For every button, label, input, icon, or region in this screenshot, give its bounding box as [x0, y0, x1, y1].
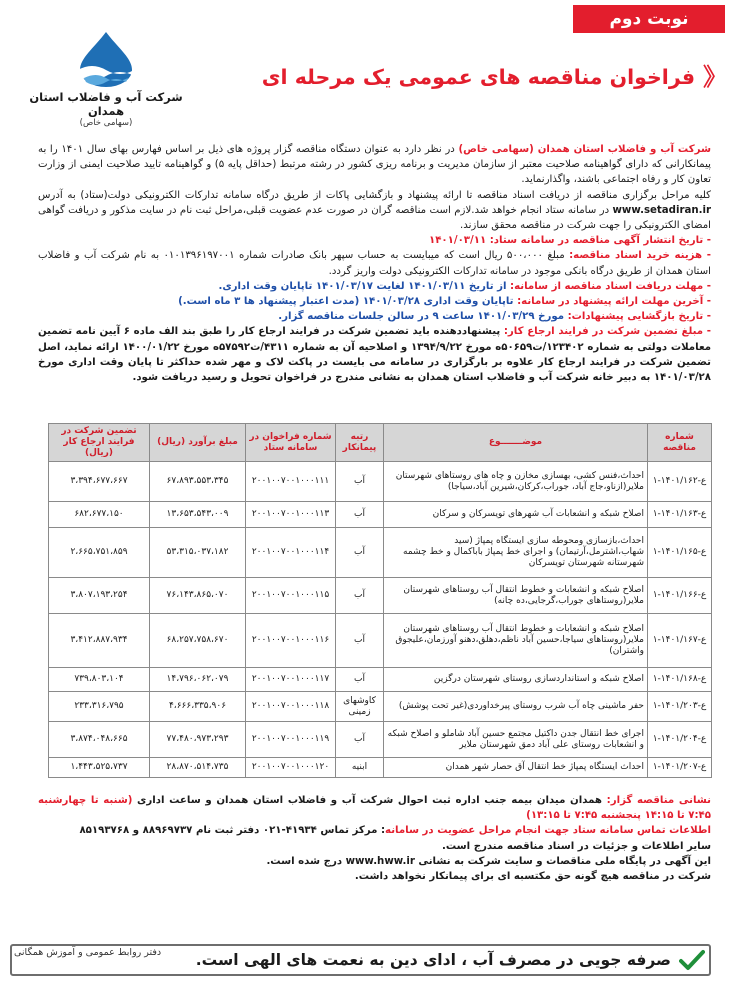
document-fee: [38, 248, 711, 278]
setad-url-link[interactable]: www.setadiran.ir: [612, 204, 711, 216]
double-chevron-icon: 《: [703, 63, 727, 91]
tender-number: ع-۱۴۰۱/۱۶۷-۱: [648, 614, 712, 668]
guarantee: ۲۳۳،۳۱۶،۷۹۵: [49, 692, 150, 722]
subject: احداث،فنس کشی، بهسازی مخازن و چاه های روستاهای شهرستان ملایر(ازناو،جاج آباد، جوراب،کرکان،شیرین آباد،سیاجا): [384, 462, 648, 502]
setad-contact-text: : مرکز تماس ۴۱۹۳۴-۰۲۱ دفتر ثبت نام ۸۸۹۶۹۷۳۷ و ۸۵۱۹۳۷۶۸: [79, 825, 386, 837]
intro-text: در نظر دارد به عنوان دستگاه مناقصه گزار پروژه های ذیل بر اساس فهارس بهای سال ۱۴۰۱ را به پیمانکارانی که دارای گواهینامه صلاحیت معتبر از سازمان مدیریت و برنامه ریزی کشور در رشته مرتبط (حداقل پایه ۵) و گواهینامه تایید صلاحیت ایمنی از وزارت تعاون کار و رفاه اجتماعی باشند، واگذارنماید.: [38, 144, 711, 186]
col-contractor-rank: رتبه پیمانکار: [336, 424, 384, 462]
guarantee: ۳،۴۱۲،۸۸۷،۹۳۴: [49, 614, 150, 668]
company-name: شرکت آب و فاضلاب استان همدان: [29, 90, 183, 118]
website-text-b: درج شده است.: [266, 855, 346, 867]
contractor-rank: آب: [336, 668, 384, 692]
table-row: [49, 692, 712, 722]
fee-text: مبلغ ۵۰۰،۰۰۰ ریال است که میبایست به حساب سپهر بانک صادرات شماره ۰۱۰۱۳۹۶۱۹۷۰۰۱ به نام شرکت آب و فاضلاب استان همدان از طریق درگاه بانکی موجود در سامانه تدارکات الکترونیکی دولت واریز گردد.: [38, 250, 711, 277]
guarantee-text: پیشنهاددهنده باید تضمین شرکت در فرایند ارجاع کار را طبق بند الف ماده ۶ آیین نامه تضمین معاملات دولتی به شماره ۱۲۳۴۰۲/ت۵۰۶۵۹ه مورخ ۱۳۹۴/۹/۲۲ و اصلاحیه آن به شماره ۴۳۱۱/ت۵۷۵۹۲ه مورخ ۱۴۰۰/۰۱/۲۲ ارائه نماید، اصل تضمین شرکت در فرایند ارجاع کار علاوه بر بارگزاری در سامانه می بایست در پاکت لاک و مهر شده حداکثر تا پایان وقت اداری مورخ ۱۴۰۱/۰۳/۲۸ به دبیر خانه شرکت آب و فاضلاب استان همدان به نشانی مندرج در فراخوان تحویل و رسید دریافت شود.: [38, 326, 712, 384]
tender-number: ع-۱۴۰۱/۲۰۴-۱: [648, 722, 712, 758]
contractor-rank: آب: [336, 502, 384, 528]
contractor-rank: آب: [336, 462, 384, 502]
water-drop-wave-icon: [66, 30, 146, 88]
department-name: دفتر روابط عمومی و آموزش همگانی: [14, 947, 162, 958]
col-estimate: مبلغ برآورد (ریال): [150, 424, 246, 462]
subject: اصلاح شبکه و انشعابات و خطوط انتقال آب روستاهای شهرستان ملایر(روستاهای جوراب،گرجایی،ده چانه): [384, 578, 648, 614]
company-type: (سهامی خاص): [79, 118, 133, 128]
setad-number: ۲۰۰۱۰۰۷۰۰۱۰۰۰۱۱۷: [246, 668, 336, 692]
no-rights-line: شرکت در مناقصه هیچ گونه حق مکتسبه ای برای پیمانکار نخواهد داشت.: [354, 871, 711, 883]
intro-paragraph: [38, 142, 711, 188]
check-mark-icon: [679, 949, 705, 971]
estimate: ۴،۶۶۶،۳۳۵،۹۰۶: [150, 692, 246, 722]
slogan-text: صرفه جویی در مصرف آب ، ادای دین به نعمت های الهی است.: [195, 951, 671, 969]
table-row: [49, 462, 712, 502]
subject: اصلاح شبکه و انشعابات و خطوط انتقال آب روستاهای شهرستان ملایر(روستاهای سیاجا،حسین آباد ناظم،دهلق،دهنو آورزمان،علیجوق واشتران): [384, 614, 648, 668]
setad-number: ۲۰۰۱۰۰۷۰۰۱۰۰۰۱۱۶: [246, 614, 336, 668]
fee-label: - هزینه خرید اسناد مناقصه:: [569, 250, 711, 262]
contractor-rank: آب: [336, 578, 384, 614]
table-row: [49, 578, 712, 614]
contractor-rank: کاوشهای زمینی: [336, 692, 384, 722]
tender-number: ع-۱۴۰۱/۲۰۳-۱: [648, 692, 712, 722]
website-line: [38, 854, 711, 869]
estimate: ۲۸،۸۷۰،۵۱۴،۷۳۵: [150, 758, 246, 778]
subject: اصلاح شبکه و استانداردسازی روستای شهرستان درگزین: [384, 668, 648, 692]
subject: احداث،بازسازی ومحوطه سازی ایستگاه پمپاژ (سید شهاب،اشترمل،آرتیمان) و اجرای خط پمپاژ باباکمال و خط چشمه شهرستانه شهرستان تویسرکان: [384, 528, 648, 578]
col-tender-number: شماره مناقصه: [648, 424, 712, 462]
footer: [0, 928, 741, 996]
subject: اجرای خط انتقال جدن داکتیل مجتمع حسین آباد شاملو و اصلاح شبکه و انشعابات روستای علی آباد دمق شهرستان ملایر: [384, 722, 648, 758]
guarantee-label: - مبلغ تضمین شرکت در فرایند ارجاع کار:: [503, 326, 711, 338]
setad-contact-label: اطلاعات تماس سامانه ستاد جهت انجام مراحل عضویت در سامانه: [385, 825, 711, 837]
opening-text: مورخ ۱۴۰۱/۰۳/۲۹ ساعت ۹ در سالن جلسات مناقصه گزار.: [278, 311, 568, 323]
setad-number: ۲۰۰۱۰۰۷۰۰۱۰۰۰۱۱۸: [246, 692, 336, 722]
contractor-rank: آب: [336, 722, 384, 758]
address-line: [38, 793, 711, 823]
setad-number: ۲۰۰۱۰۰۷۰۰۱۰۰۰۱۲۰: [246, 758, 336, 778]
guarantee: ۷۳۹،۸۰۳،۱۰۴: [49, 668, 150, 692]
website-text-a: این آگهی در پایگاه ملی مناقصات و سایت شرکت به نشانی: [414, 855, 711, 867]
setad-number: ۲۰۰۱۰۰۷۰۰۱۰۰۰۱۱۴: [246, 528, 336, 578]
guarantee: ۳،۳۹۴،۶۷۷،۶۶۷: [49, 462, 150, 502]
setad-number: ۲۰۰۱۰۰۷۰۰۱۰۰۰۱۱۵: [246, 578, 336, 614]
col-subject: موضـــــــوع: [384, 424, 648, 462]
subject: حفر ماشینی چاه آب شرب روستای پیرخداوردی(غیر تحت پوشش): [384, 692, 648, 722]
estimate: ۱۴،۷۹۶،۰۶۲،۰۷۹: [150, 668, 246, 692]
setad-text-b: در سامانه ستاد انجام خواهد شد.لازم است مناقصه گران در صورت عدم عضویت قبلی،مراحل ثبت نام در سایت مذکور و دریافت گواهی امضای الکترونیکی را جهت شرکت در مناقصه محقق سازند.: [38, 204, 711, 232]
tender-number: ع-۱۴۰۱/۱۶۸-۱: [648, 668, 712, 692]
table-header-row: [49, 424, 712, 462]
table-row: [49, 758, 712, 778]
receive-text: از تاریخ ۱۴۰۱/۰۳/۱۱ لغایت ۱۴۰۱/۰۳/۱۷ تاپایان وقت اداری.: [218, 280, 510, 292]
contact-info: [38, 793, 711, 884]
subject: اصلاح شبکه و انشعابات آب شهرهای تویسرکان و سرکان: [384, 502, 648, 528]
guarantee-info: [38, 324, 711, 385]
estimate: ۱۳،۶۵۳،۵۴۳،۰۰۹: [150, 502, 246, 528]
contractor-rank: آب: [336, 528, 384, 578]
setad-text-a: کلیه مراحل برگزاری مناقصه از دریافت اسناد مناقصه تا ارائه پیشنهاد و بازگشایی پاکات از طریق درگاه سامانه تدارکات الکترونیکی دولت(ستاد) به آدرس: [38, 189, 711, 201]
address-text: همدان میدان بیمه جنب اداره ثبت احوال شرکت آب و فاضلاب استان همدان و ساعت اداری: [132, 795, 607, 806]
submit-label: - آخرین مهلت ارائه پیشنهاد در سامانه:: [517, 296, 711, 308]
estimate: ۷۷،۴۸۰،۹۷۳،۲۹۳: [150, 722, 246, 758]
guarantee: ۳،۸۷۴،۰۴۸،۶۶۵: [49, 722, 150, 758]
setad-contact-line: [38, 823, 711, 838]
opening-date: [38, 309, 711, 324]
tender-number: ع-۱۴۰۱/۲۰۷-۱: [648, 758, 712, 778]
setad-number: ۲۰۰۱۰۰۷۰۰۱۰۰۰۱۱۳: [246, 502, 336, 528]
company-website-link[interactable]: www.hww.ir: [345, 855, 415, 867]
contractor-rank: آب: [336, 614, 384, 668]
estimate: ۶۸،۲۵۷،۷۵۸،۶۷۰: [150, 614, 246, 668]
receive-deadline: [38, 279, 711, 294]
company-logo: [26, 30, 186, 128]
estimate: ۵۳،۳۱۵،۰۳۷،۱۸۲: [150, 528, 246, 578]
tender-number: ع-۱۴۰۱/۱۶۶-۱: [648, 578, 712, 614]
guarantee: ۶۸۲،۶۷۷،۱۵۰: [49, 502, 150, 528]
table-row: [49, 668, 712, 692]
round-tag: نوبت دوم: [573, 5, 725, 33]
more-info-line: سایر اطلاعات و جزئیات در اسناد مناقصه مندرج است.: [442, 840, 711, 852]
table-row: [49, 528, 712, 578]
col-setad-number: شماره فراخوان در سامانه ستاد: [246, 424, 336, 462]
submit-text: تاپایان وقت اداری ۱۴۰۱/۰۳/۲۸ (مدت اعتبار پیشنهاد ها ۳ ماه است.): [178, 296, 518, 308]
setad-number: ۲۰۰۱۰۰۷۰۰۱۰۰۰۱۱۱: [246, 462, 336, 502]
table-row: [49, 614, 712, 668]
publish-date: - تاریخ انتشار آگهی مناقصه در سامانه ستاد: ۱۴۰۱/۰۳/۱۱: [428, 235, 711, 247]
receive-label: - مهلت دریافت اسناد مناقصه از سامانه:: [510, 280, 711, 292]
guarantee: ۳،۸۰۷،۱۹۳،۲۵۴: [49, 578, 150, 614]
title-text: فراخوان مناقصه های عمومی یک مرحله ای: [261, 65, 695, 89]
tender-number: ع-۱۴۰۱/۱۶۵-۱: [648, 528, 712, 578]
estimate: ۶۷،۸۹۳،۵۵۳،۳۴۵: [150, 462, 246, 502]
subject: احداث ایستگاه پمپاژ خط انتقال آق حصار شهر همدان: [384, 758, 648, 778]
contractor-rank: ابنیه: [336, 758, 384, 778]
table-row: [49, 502, 712, 528]
submit-deadline: [38, 294, 711, 309]
col-guarantee: تضمین شرکت در فرایند ارجاع کار (ریال): [49, 424, 150, 462]
tender-number: ع-۱۴۰۱/۱۶۲-۱: [648, 462, 712, 502]
company-name-inline: شرکت آب و فاضلاب استان همدان (سهامی خاص): [458, 144, 711, 155]
tenders-table: [48, 423, 712, 778]
address-label: نشانی مناقصه گزار:: [606, 795, 711, 806]
setad-number: ۲۰۰۱۰۰۷۰۰۱۰۰۰۱۱۹: [246, 722, 336, 758]
table-row: [49, 722, 712, 758]
office-hours: (شنبه تا چهارشنبه ۷:۴۵ تا ۱۴:۱۵ پنجشنبه ۷:۴۵ تا ۱۳:۱۵): [38, 795, 711, 822]
opening-label: - تاریخ بازگشایی پیشنهادات:: [567, 311, 711, 323]
estimate: ۷۶،۱۴۳،۸۶۵،۰۷۰: [150, 578, 246, 614]
guarantee: ۱،۴۴۳،۵۲۵،۷۳۷: [49, 758, 150, 778]
notice-title: [187, 62, 727, 92]
guarantee: ۲،۶۶۵،۷۵۱،۸۵۹: [49, 528, 150, 578]
setad-paragraph: [38, 188, 711, 234]
tender-number: ع-۱۴۰۱/۱۶۳-۱: [648, 502, 712, 528]
notice-body: [38, 142, 711, 385]
